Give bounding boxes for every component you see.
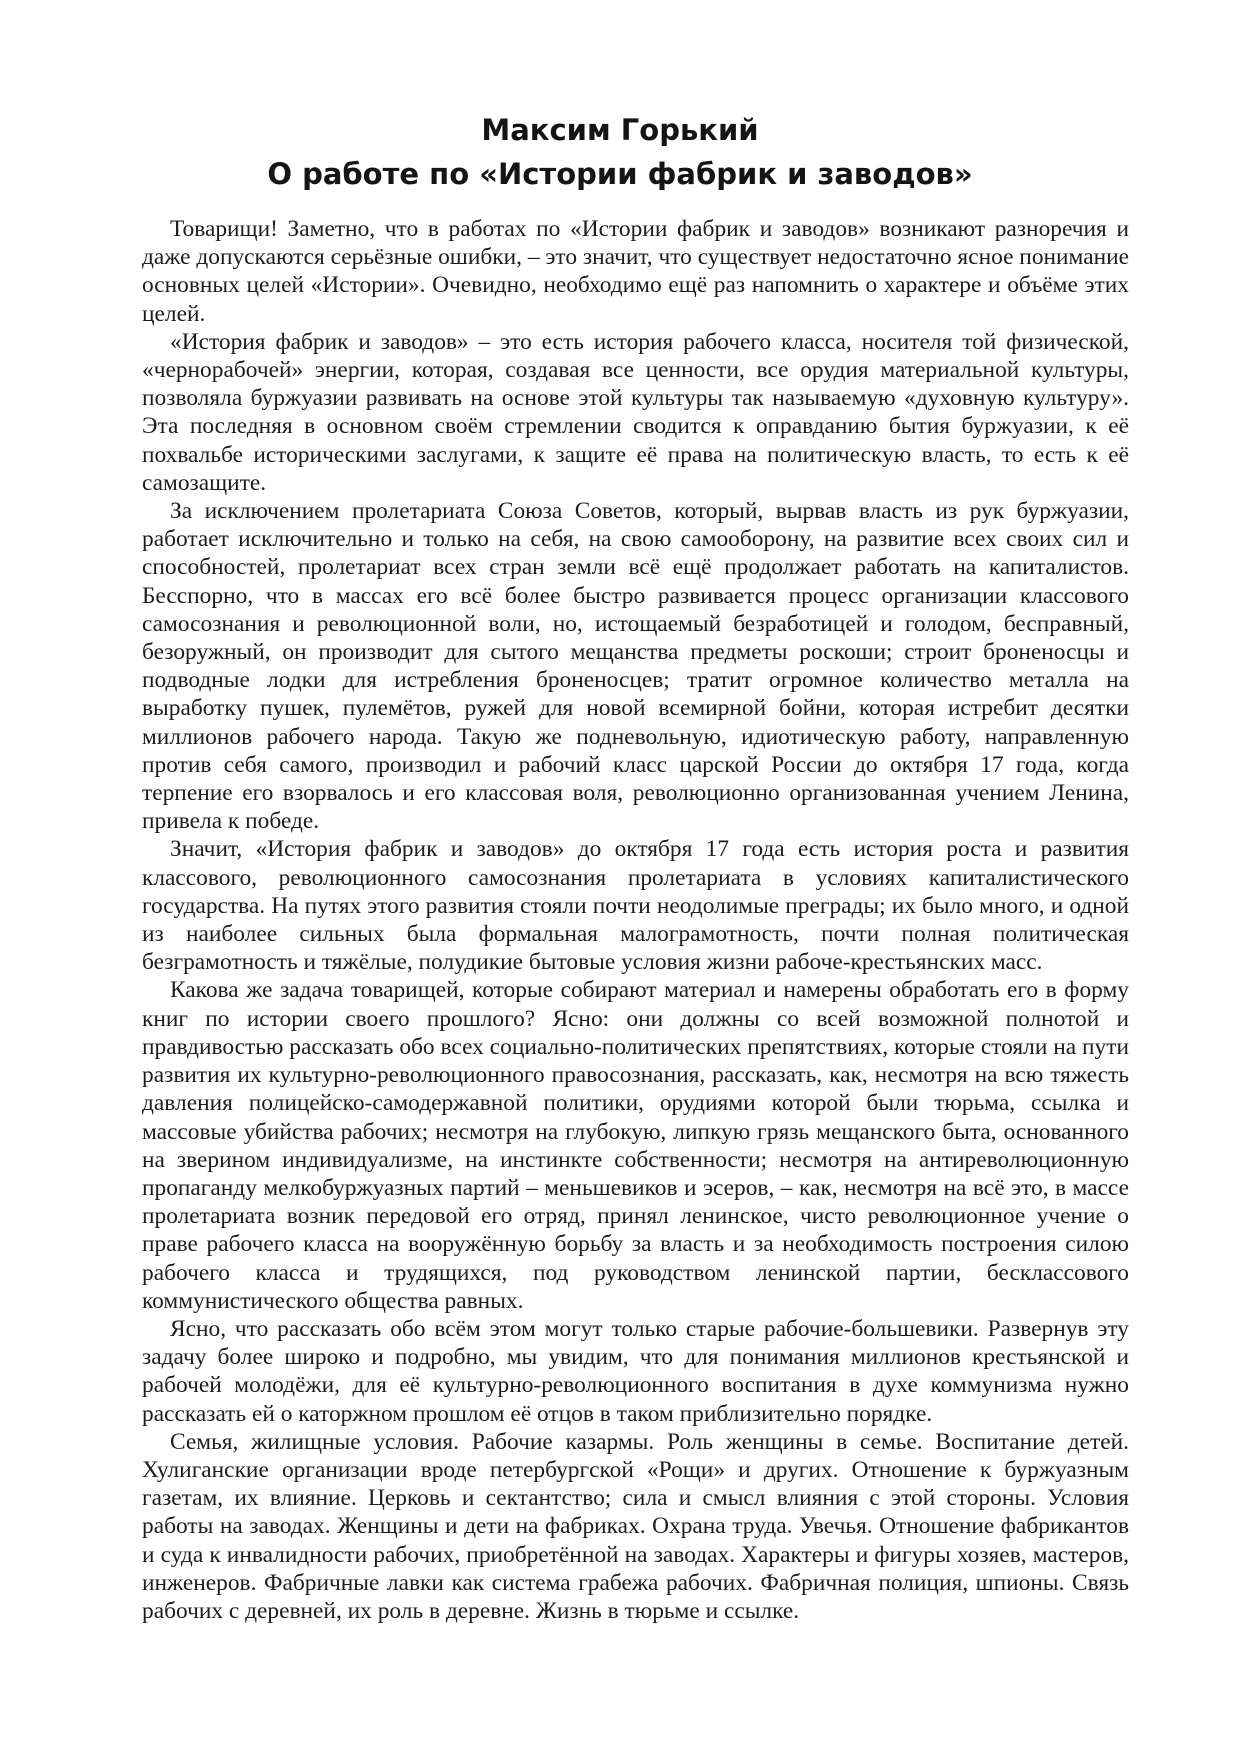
paragraph: Ясно, что рассказать обо всём этом могут только старые рабочие-большевики. Развернув эту задачу более широко и подробно, мы увидим, что для понимания миллионов крестьянской и рабочей молодёжи, для её культурно-революционного воспитания в духе коммунизма нужно рассказать ей о каторжном прошлом её отцов в таком приблизительно порядке. (142, 1315, 1129, 1427)
body-text (142, 215, 1129, 1625)
paragraph: «История фабрик и заводов» – это есть история рабочего класса, носителя той физической, «чернорабочей» энергии, которая, создавая все ценности, все орудия материальной культуры, позволяла буржуазии развивать на основе этой культуры так называемую «духовную культуру». Эта последняя в основном своём стремлении сводится к оправданию бытия буржуазии, к её похвальбе историческими заслугами, к защите её права на политическую власть, то есть к её самозащите. (142, 328, 1129, 496)
author-name: Максим Горький (481, 113, 759, 147)
paragraph: За исключением пролетариата Союза Советов, который, вырвав власть из рук буржуазии, работает исключительно и только на себя, на свою самооборону, на развитие всех своих сил и способностей, пролетариат всех стран земли всё ещё продолжает работать на капиталистов. Бесспорно, что в массах его всё более быстро развивается процесс организации классового самосознания и революционной воли, но, истощаемый безработицей и голодом, бесправный, безоружный, он производит для сытого мещанства предметы роскоши; строит броненосцы и подводные лодки для истребления броненосцев; тратит огромное количество металла на выработку пушек, пулемётов, ружей для новой всемирной бойни, которая истребит десятки миллионов рабочего народа. Такую же подневольную, идиотическую работу, направленную против себя самого, производил и рабочий класс царской России до октября 17 года, когда терпение его взорвалось и его классовая воля, революционно организованная учением Ленина, привела к победе. (142, 498, 1129, 835)
paragraph: Значит, «История фабрик и заводов» до октября 17 года есть история роста и развития классового, революционного самосознания пролетариата в условиях капиталистического государства. На путях этого развития стояли почти неодолимые преграды; их было много, и одной из наиболее сильных была формальная малограмотность, почти полная политическая безграмотность и тяжёлые, полудикие бытовые условия жизни рабоче-крестьянских масс. (142, 836, 1129, 976)
document-title: О работе по «Истории фабрик и заводов» (267, 157, 973, 191)
paragraph: Какова же задача товарищей, которые собирают материал и намерены обработать его в форму книг по истории своего прошлого? Ясно: они должны со всей возможной полнотой и правдивостью рассказать обо всех социально-политических препятствиях, которые стояли на пути развития их культурно-революционного правосознания, рассказать, как, несмотря на всю тяжесть давления полицейско-самодержавной политики, орудиями которой были тюрьма, ссылка и массовые убийства рабочих; несмотря на глубокую, липкую грязь мещанского быта, основанного на зверином индивидуализме, на инстинкте собственности; несмотря на антиреволюционную пропаганду мелкобуржуазных партий – меньшевиков и эсеров, – как, несмотря на всё это, в массе пролетариата возник передовой его отряд, принял ленинское, чисто революционное учение о праве рабочего класса на вооружённую борьбу за власть и за необходимость построения силою рабочего класса и трудящихся, под руководством ленинской партии, бесклассового коммунистического общества равных. (142, 977, 1129, 1314)
title-block (140, 108, 1100, 196)
paragraph: Товарищи! Заметно, что в работах по «Истории фабрик и заводов» возникают разноречия и даже допускаются серьёзные ошибки, – это значит, что существует недостаточно ясное понимание основных целей «Истории». Очевидно, необходимо ещё раз напомнить о характере и объёме этих целей. (142, 216, 1129, 327)
paragraph: Семья, жилищные условия. Рабочие казармы. Роль женщины в семье. Воспитание детей. Хулиганские организации вроде петербургской «Рощи» и других. Отношение к буржуазным газетам, их влияние. Церковь и сектантство; сила и смысл влияния с этой стороны. Условия работы на заводах. Женщины и дети на фабриках. Охрана труда. Увечья. Отношение фабрикантов и суда к инвалидности рабочих, приобретённой на заводах. Характеры и фигуры хозяев, мастеров, инженеров. Фабричные лавки как система грабежа рабочих. Фабричная полиция, шпионы. Связь рабочих с деревней, их роль в деревне. Жизнь в тюрьме и ссылке. (142, 1428, 1129, 1624)
